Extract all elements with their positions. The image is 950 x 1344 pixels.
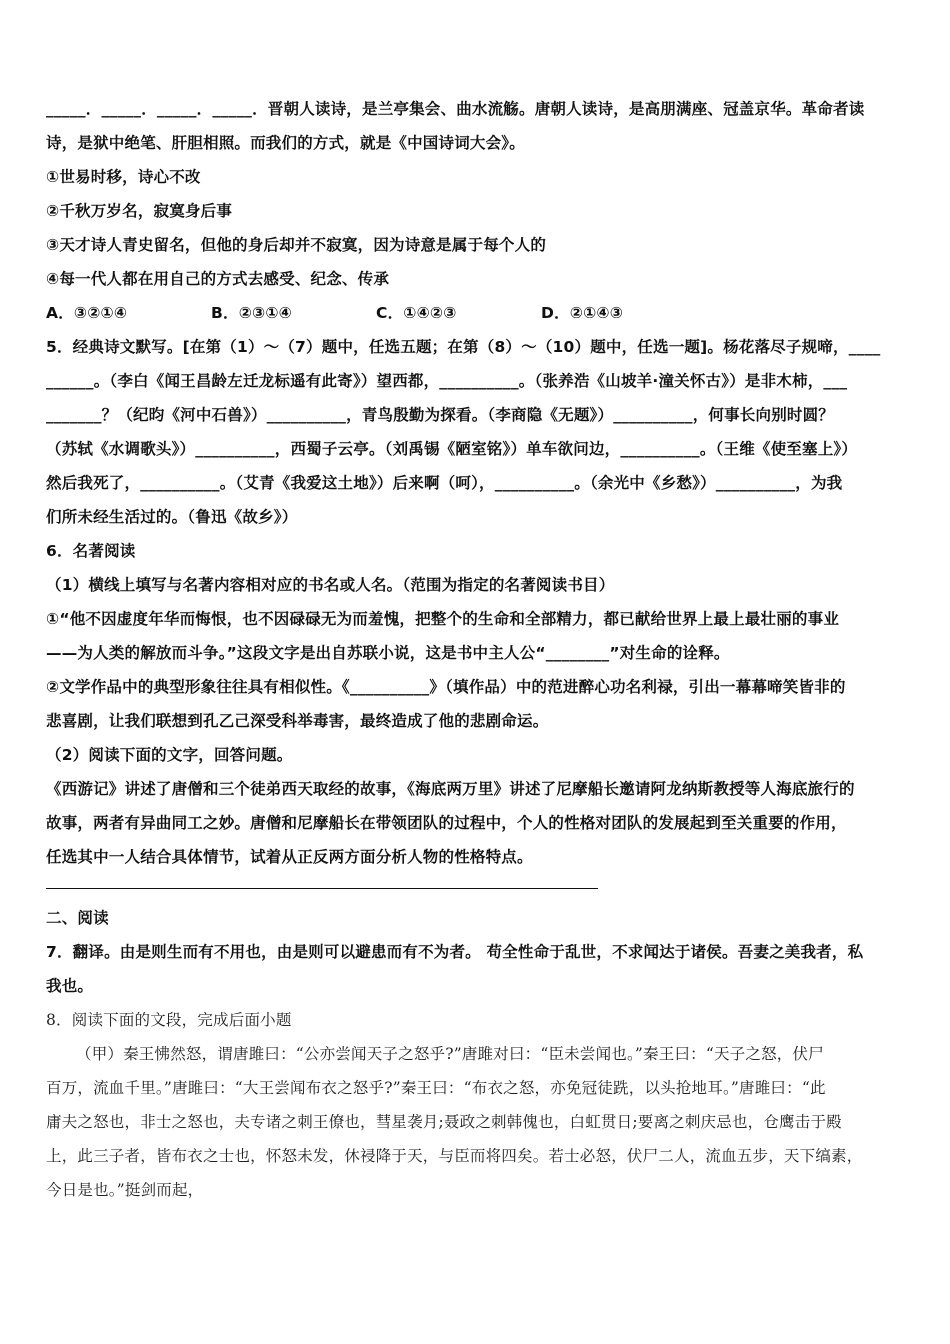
q5-line-3: _______？（纪昀《河中石兽》）__________，青鸟殷勤为探看。（李商隐《无题》）__________，何事长向别时圆？	[46, 406, 835, 424]
q6-title: 6．名著阅读	[46, 542, 136, 560]
q5-line-5: 然后我死了，__________。（艾青《我爱这土地》）后来啊（呵），__________。（余光中《乡愁》）__________，为我	[46, 474, 843, 492]
q5-line-1: 5．经典诗文默写。[在第（1）～（7）题中，任选五题；在第（8）～（10）题中，任选一题]。杨花落尽子规啼，____	[46, 338, 881, 356]
q7-line-1: 7．翻译。由是则生而有不用也，由是则可以避患而有不为者。 苟全性命于乱世，不求闻达于诸侯。吾妻之美我者，私	[46, 943, 864, 961]
intro-line-2: 诗，是狱中绝笔、肝胆相照。而我们的方式，就是《中国诗词大会》。	[46, 134, 525, 152]
q6-line-4: ——为人类的解放而斗争。”这段文字是出自苏联小说，这是书中主人公“________”对生命的诠释。	[46, 644, 730, 662]
q8-text-line-3: 庸夫之怒也，非士之怒也，夫专诸之刺王僚也，彗星袭月;聂政之刺韩傀也，白虹贯日;要离之刺庆忌也，仓鹰击于殿	[46, 1113, 842, 1131]
q7-line-2: 我也。	[46, 977, 94, 995]
option-item-3: ③天才诗人青史留名，但他的身后却并不寂寞，因为诗意是属于每个人的	[46, 236, 547, 254]
option-item-4: ④每一代人都在用自己的方式去感受、纪念、传承	[46, 270, 390, 288]
option-item-1: ①世易时移，诗心不改	[46, 168, 201, 186]
q6-line-7: （2）阅读下面的文字，回答问题。	[46, 746, 293, 764]
intro-line-1: _____．_____．_____．_____．晋朝人读诗，是兰亭集会、曲水流觞。唐朝人读诗，是高朋满座、冠盖京华。革命者读	[46, 100, 865, 118]
q6-line-3: ①“他不因虚度年华而悔恨，也不因碌碌无为而羞愧，把整个的生命和全部精力，都已献给世界上最上最壮丽的事业	[46, 610, 840, 628]
choice-a: A．③②①④	[46, 304, 128, 322]
exam-page	[46, 92, 906, 1207]
q6-line-6: 悲喜剧，让我们联想到孔乙己深受科举毒害，最终造成了他的悲剧命运。	[46, 712, 549, 730]
choice-c: C．①④②③	[376, 304, 457, 322]
q5-line-2: ______。（李白《闻王昌龄左迁龙标遥有此寄》）望西都，__________。（张养浩《山坡羊·潼关怀古》）是非木柿，___	[46, 372, 848, 390]
q8-text-line-1: （甲）秦王怫然怒，谓唐雎曰：“公亦尝闻天子之怒乎?”唐雎对曰：“臣未尝闻也。”秦王曰：“天子之怒，伏尸	[76, 1045, 824, 1063]
q6-line-2: （1）横线上填写与名著内容相对应的书名或人名。（范围为指定的名著阅读书目）	[46, 576, 615, 594]
q8-text-line-2: 百万，流血千里。”唐雎曰：“大王尝闻布衣之怒乎?”秦王曰：“布衣之怒，亦免冠徒跣，以头抢地耳。”唐雎曰：“此	[46, 1079, 826, 1097]
q6-line-5: ②文学作品中的典型形象往往具有相似性。《__________》（填作品）中的范进醉心功名利禄，引出一幕幕啼笑皆非的	[46, 678, 846, 696]
q6-line-10: 任选其中一人结合具体情节，试着从正反两方面分析人物的性格特点。	[46, 848, 533, 866]
q8-text-line-5: 今日是也。”挺剑而起，	[46, 1181, 204, 1199]
q8-text-line-4: 上，此三子者，皆布衣之士也，怀怒未发，休祲降于天，与臣而将四矣。若士必怒，伏尸二人，流血五步，天下缟素，	[46, 1147, 863, 1165]
section-heading: 二、阅读	[46, 909, 109, 927]
answer-choices	[46, 296, 906, 330]
q5-line-4: （苏轼《水调歌头》）__________，西蜀子云亭。（刘禹锡《陋室铭》）单车欲问边，__________。（王维《使至塞上》）	[46, 440, 858, 458]
option-item-2: ②千秋万岁名，寂寞身后事	[46, 202, 233, 220]
q6-line-9: 故事，两者有异曲同工之妙。唐僧和尼摩船长在带领团队的过程中，个人的性格对团队的发展起到至关重要的作用，	[46, 814, 847, 832]
choice-d: D．②①④③	[541, 304, 624, 322]
choice-b: B．②③①④	[211, 304, 293, 322]
q8-title: 8．阅读下面的文段，完成后面小题	[46, 1011, 292, 1029]
q6-line-8: 《西游记》讲述了唐僧和三个徒弟西天取经的故事，《海底两万里》讲述了尼摩船长邀请阿龙纳斯教授等人海底旅行的	[46, 780, 855, 798]
q5-line-6: 们所未经生活过的。（鲁迅《故乡》）	[46, 508, 298, 526]
answer-line	[46, 888, 598, 889]
